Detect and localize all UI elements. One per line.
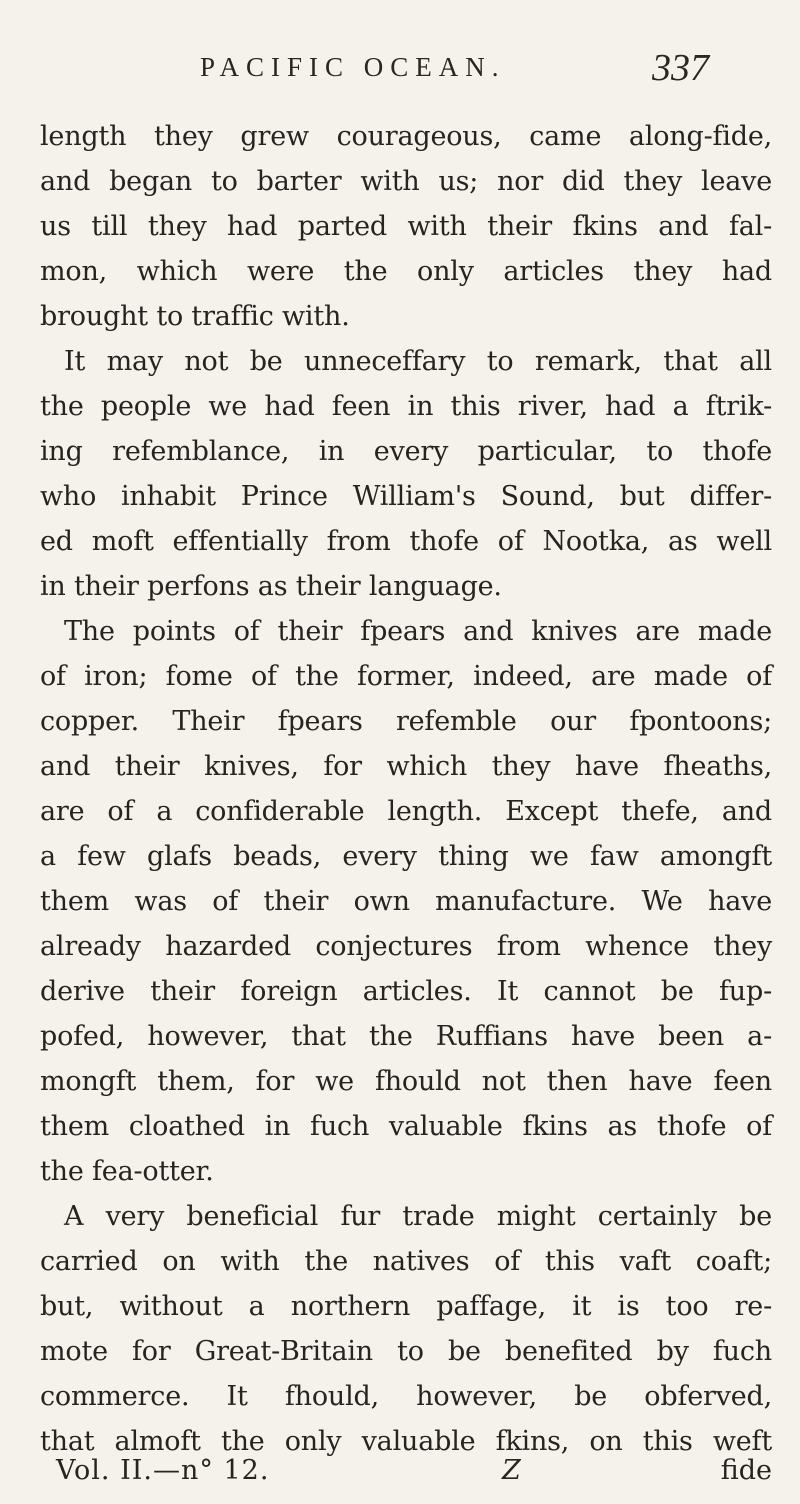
text-line: the fea-otter. [40,1156,214,1187]
text-line: a few glafs beads, every thing we faw amongft [40,841,772,872]
text-line: A very beneficial fur trade might certainly be [64,1201,772,1232]
text-line: them was of their own manufacture. We have [40,886,772,917]
text-line: the people we had feen in this river, had a ftrik- [40,391,772,422]
page-number: 337 [652,47,709,89]
text-line: mon, which were the only articles they had [40,256,772,287]
text-line: ing refemblance, in every particular, to thofe [40,436,772,467]
text-line: them cloathed in fuch valuable fkins as thofe of [40,1111,772,1142]
text-line: It may not be unneceffary to remark, that all [64,346,772,377]
text-line: and began to barter with us; nor did they leave [40,166,772,197]
text-line: The points of their fpears and knives are made [64,616,772,647]
body-text [40,114,772,1464]
text-line: commerce. It fhould, however, be obferved, [40,1381,772,1412]
text-line: of iron; fome of the former, indeed, are made of [40,661,772,692]
text-line: in their perfons as their language. [40,571,502,602]
text-line: ed moft effentially from thofe of Nootka, as well [40,526,772,557]
running-head [0,44,800,94]
text-line: derive their foreign articles. It cannot be fup- [40,976,772,1007]
volume-signature: Vol. II.—n° 12. [56,1455,270,1486]
running-title: PACIFIC OCEAN. [200,52,506,82]
text-line: that almoft the only valuable fkins, on this weft [40,1426,772,1457]
text-line: but, without a northern paffage, it is too re- [40,1291,772,1322]
signature-mark: Z [502,1455,521,1486]
text-line: copper. Their fpears refemble our fpontoons; [40,706,772,737]
catchword: fide [720,1455,772,1486]
text-line: us till they had parted with their fkins and fal- [40,211,772,242]
page-footer [40,1448,772,1493]
text-line: mongft them, for we fhould not then have feen [40,1066,772,1097]
text-line: and their knives, for which they have fheaths, [40,751,772,782]
text-line: who inhabit Prince William's Sound, but differ- [40,481,772,512]
text-line: carried on with the natives of this vaft coaft; [40,1246,772,1277]
text-line: are of a confiderable length. Except thefe, and [40,796,772,827]
text-line: pofed, however, that the Ruffians have been a- [40,1021,772,1052]
text-line: mote for Great-Britain to be benefited by fuch [40,1336,772,1367]
text-line: length they grew courageous, came along-fide, [40,121,772,152]
text-line: already hazarded conjectures from whence they [40,931,772,962]
text-line: brought to traffic with. [40,301,350,332]
